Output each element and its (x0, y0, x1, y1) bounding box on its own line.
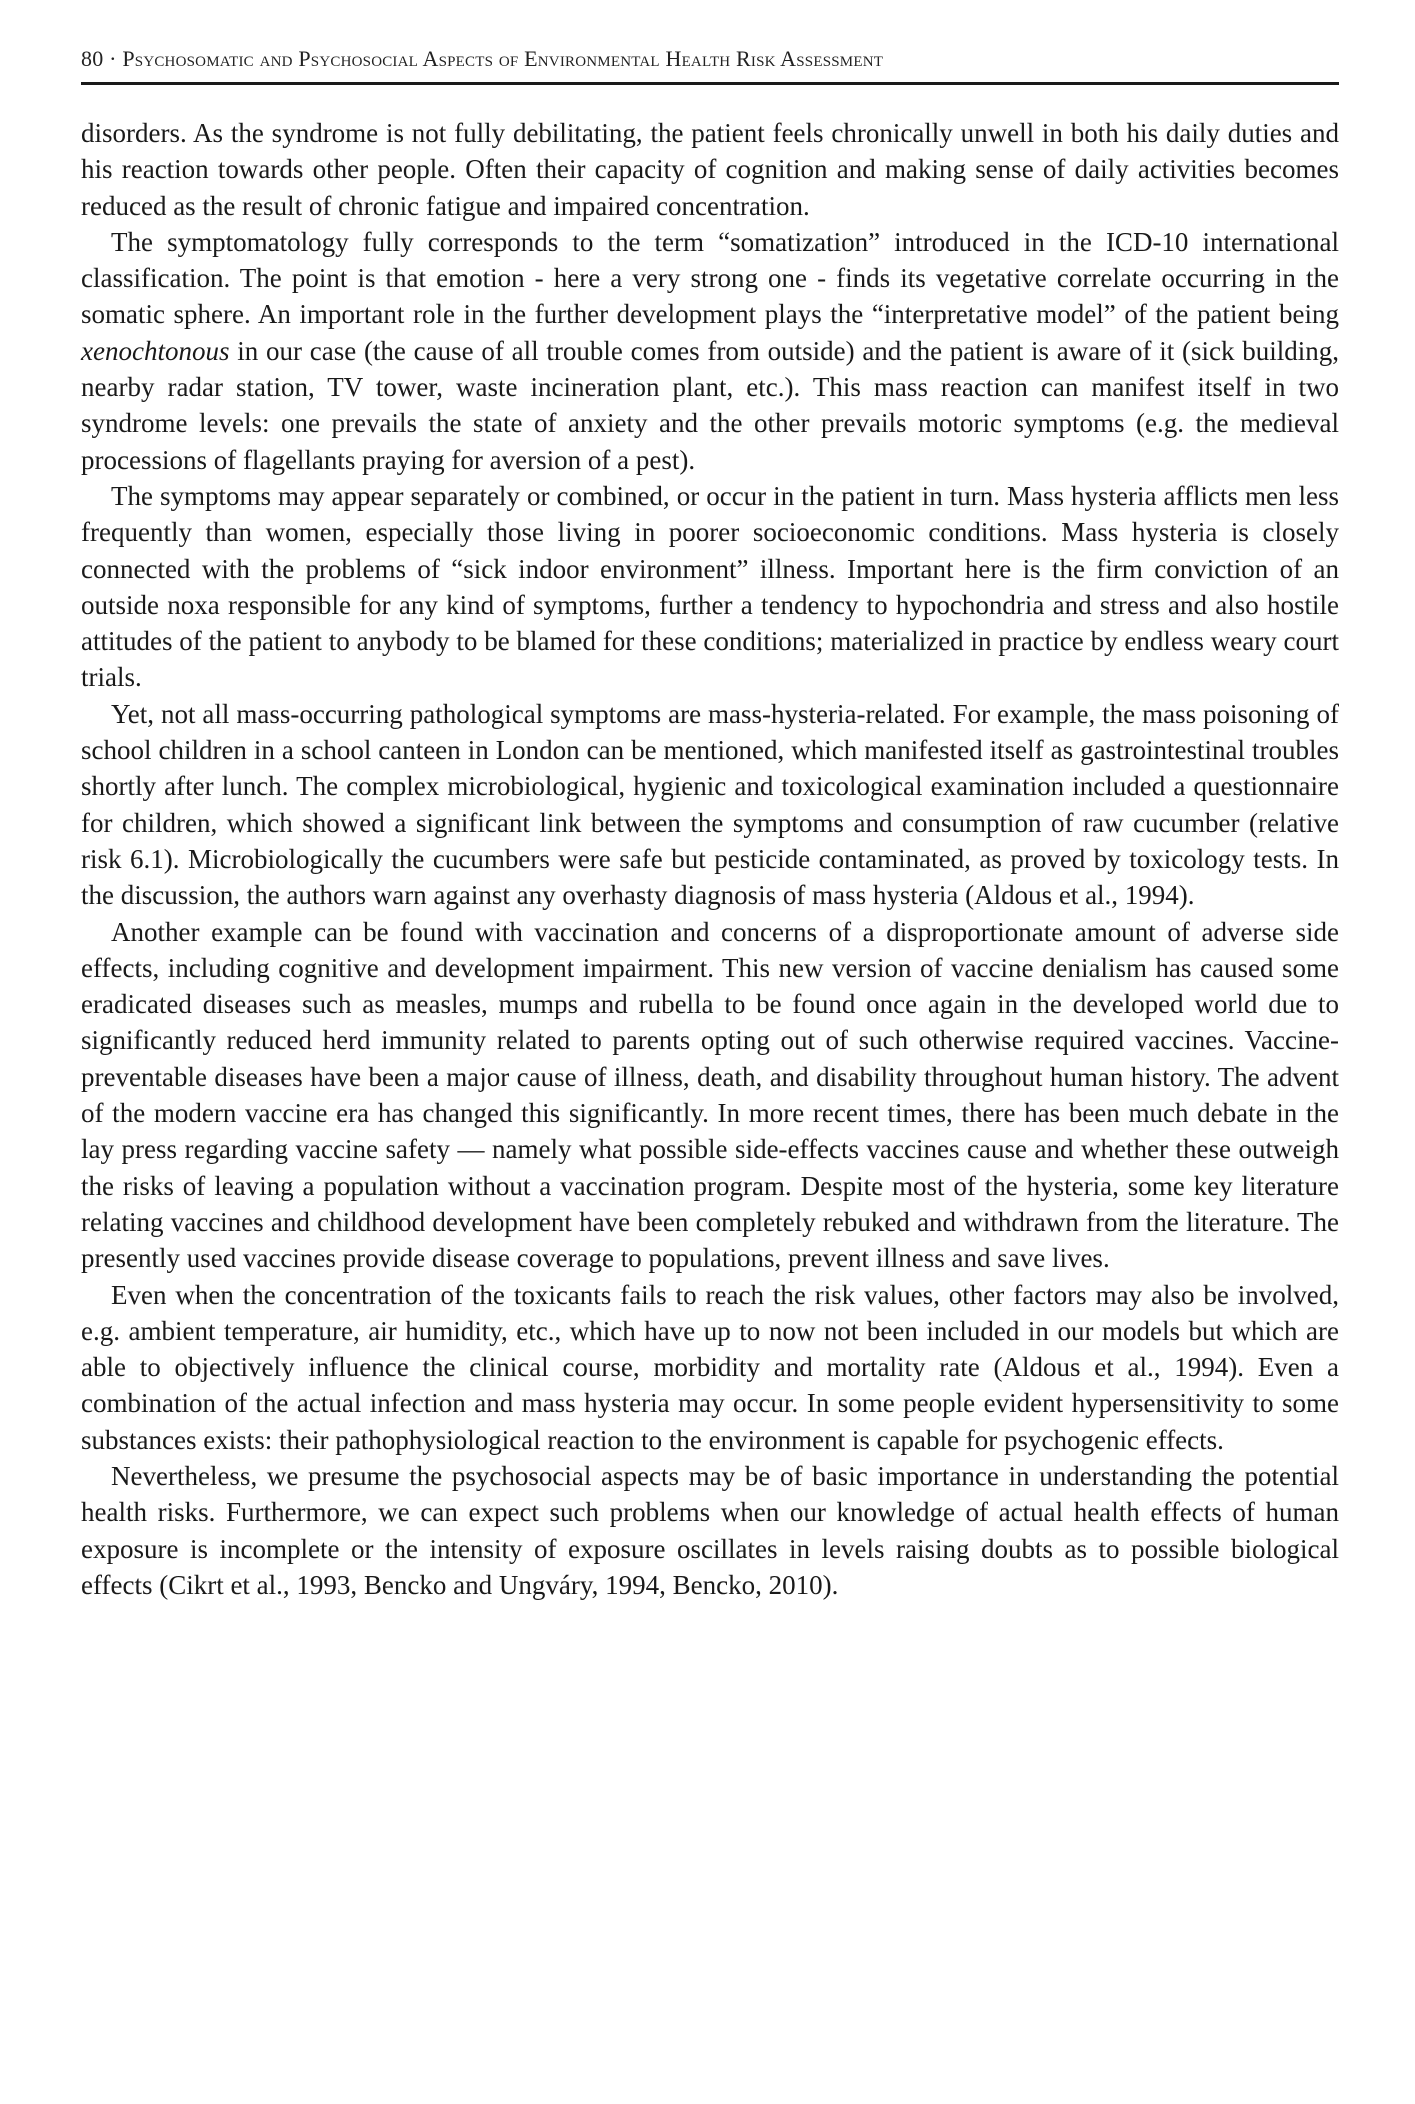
page-number: 80 (81, 46, 104, 71)
head-separator: · (109, 46, 117, 71)
paragraph: The symptoms may appear separately or combined, or occur in the patient in turn. Mass hysteria afflicts men less frequently than women, especially those living in poorer socioeconomic conditions. Mass hysteria is closely connected with the problems of “sick indoor environment” illness. Important here is the firm conviction of an outside noxa responsible for any kind of symptoms, further a tendency to hypochondria and stress and also hostile attitudes of the patient to anybody to be blamed for these conditions; materialized in practice by endless weary court trials. (81, 480, 1339, 693)
paragraph (81, 224, 1339, 478)
book-title: Psychosomatic and Psychosocial Aspects of Environmental Health Risk Assessment (122, 46, 884, 71)
paragraph: Nevertheless, we presume the psychosocial aspects may be of basic importance in understanding the potential health risks. Furthermore, we can expect such problems when our knowledge of actual health effects of human exposure is incomplete or the intensity of exposure oscillates in levels raising doubts as to possible biological effects (Cikrt et al., 1993, Bencko and Ungváry, 1994, Bencko, 2010). (81, 1460, 1339, 1600)
italic-term: xenochtonous (81, 335, 230, 366)
paragraph: disorders. As the syndrome is not fully debilitating, the patient feels chronically unwell in both his daily duties and his reaction towards other people. Often their capacity of cognition and making sense of daily activities becomes reduced as the result of chronic fatigue and impaired concentration. (81, 118, 1339, 221)
header-rule (81, 82, 1339, 85)
paragraph: Another example can be found with vaccination and concerns of a disproportionate amount of adverse side effects, including cognitive and development impairment. This new version of vaccine denialism has caused some eradicated diseases such as measles, mumps and rubella to be found once again in the developed world due to significantly reduced herd immunity related to parents opting out of such otherwise required vaccines. Vaccine-preventable diseases have been a major cause of illness, death, and disability throughout human history. The advent of the modern vaccine era has changed this significantly. In more recent times, there has been much debate in the lay press regarding vaccine safety — namely what possible side-effects vaccines cause and whether these outweigh the risks of leaving a population without a vaccination program. Despite most of the hysteria, some key literature relating vaccines and childhood development have been completely rebuked and withdrawn from the literature. The presently used vaccines provide disease coverage to populations, prevent illness and save lives. (81, 916, 1339, 1274)
body-text (81, 115, 1339, 1603)
running-head (81, 44, 1339, 74)
paragraph: Even when the concentration of the toxicants fails to reach the risk values, other factors may also be involved, e.g. ambient temperature, air humidity, etc., which have up to now not been included in our models but which are able to objectively influence the clinical course, morbidity and mortality rate (Aldous et al., 1994). Even a combination of the actual infection and mass hysteria may occur. In some people evident hypersensitivity to some substances exists: their pathophysiological reaction to the environment is capable for psychogenic effects. (81, 1279, 1339, 1455)
paragraph: Yet, not all mass-occurring pathological symptoms are mass-hysteria-related. For example, the mass poisoning of school children in a school canteen in London can be mentioned, which manifested itself as gastrointestinal troubles shortly after lunch. The complex microbiological, hygienic and toxicological examination included a questionnaire for children, which showed a significant link between the symptoms and consumption of raw cucumber (relative risk 6.1). Microbiologically the cucumbers were safe but pesticide contaminated, as proved by toxicology tests. In the discussion, the authors warn against any overhasty diagnosis of mass hysteria (Aldous et al., 1994). (81, 698, 1339, 911)
paragraph-text: in our case (the cause of all trouble comes from outside) and the patient is aware of it (sick building, nearby radar station, TV tower, waste incineration plant, etc.). This mass reaction can manifest itself in two syndrome levels: one prevails the state of anxiety and the other prevails motoric symptoms (e.g. the medieval processions of flagellants praying for aversion of a pest). (81, 335, 1339, 475)
book-page (81, 44, 1339, 1603)
paragraph-text: The symptomatology fully corresponds to the term “somatization” introduced in the ICD-10 international classification. The point is that emotion - here a very strong one - finds its vegetative correlate occurring in the somatic sphere. An important role in the further development plays the “interpretative model” of the patient being (81, 226, 1339, 330)
